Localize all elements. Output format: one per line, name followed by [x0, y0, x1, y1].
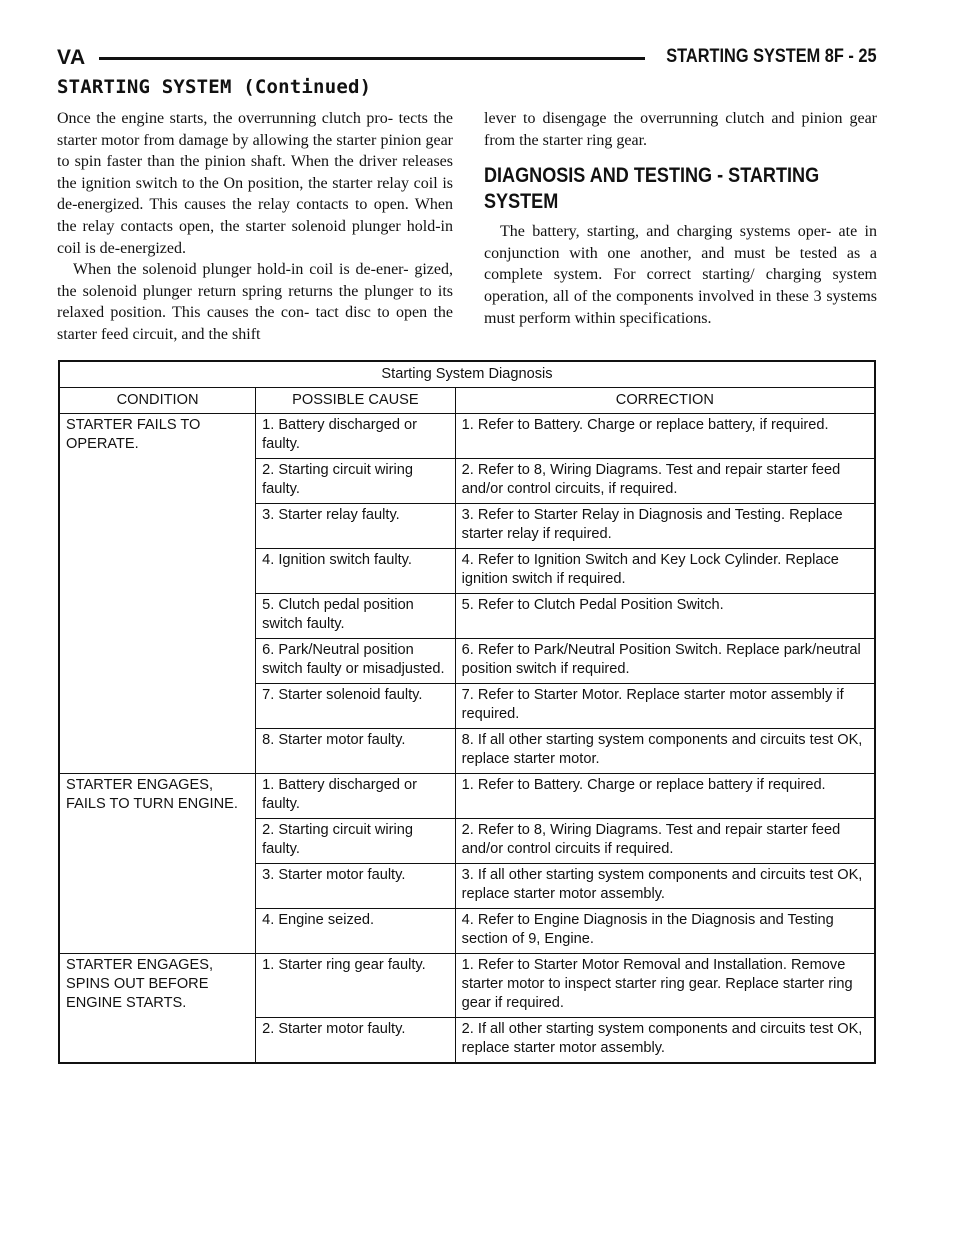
- table-row: [59, 414, 875, 459]
- column-header-correction: CORRECTION: [455, 388, 875, 414]
- correction-cell: 3. If all other starting system components and circuits test OK, replace starter motor assembly.: [455, 864, 875, 909]
- cause-cell: 2. Starting circuit wiring faulty.: [256, 819, 456, 864]
- correction-cell: 5. Refer to Clutch Pedal Position Switch.: [455, 594, 875, 639]
- column-header-condition: CONDITION: [59, 388, 256, 414]
- cause-cell: 3. Starter relay faulty.: [256, 504, 456, 549]
- correction-cell: 8. If all other starting system components and circuits test OK, replace starter motor.: [455, 729, 875, 774]
- correction-cell: 2. Refer to 8, Wiring Diagrams. Test and repair starter feed and/or control circuits, if required.: [455, 459, 875, 504]
- header-manual-code: VA: [57, 46, 86, 69]
- cause-cell: 1. Starter ring gear faulty.: [256, 954, 456, 1018]
- header-section-page: STARTING SYSTEM 8F - 25: [666, 46, 877, 67]
- continued-title: STARTING SYSTEM (Continued): [57, 76, 372, 98]
- paragraph-solenoid-plunger: When the solenoid plunger hold-in coil is de-ener- gized, the solenoid plunger return spring returns the plunger to its relaxed position. This causes the con- tact disc to open the starter feed circuit, and the shift: [57, 261, 453, 343]
- condition-cell: STARTER ENGAGES, SPINS OUT BEFORE ENGINE STARTS.: [59, 954, 256, 1064]
- cause-cell: 8. Starter motor faulty.: [256, 729, 456, 774]
- cause-cell: 4. Engine seized.: [256, 909, 456, 954]
- section-heading: DIAGNOSIS AND TESTING - STARTING SYSTEM: [484, 164, 820, 214]
- table-row: [59, 954, 875, 1018]
- condition-cell: STARTER FAILS TO OPERATE.: [59, 414, 256, 774]
- column-header-cause: POSSIBLE CAUSE: [256, 388, 456, 414]
- table-row: [59, 774, 875, 819]
- cause-cell: 2. Starter motor faulty.: [256, 1018, 456, 1064]
- correction-cell: 4. Refer to Engine Diagnosis in the Diagnosis and Testing section of 9, Engine.: [455, 909, 875, 954]
- table-title: Starting System Diagnosis: [59, 361, 875, 388]
- left-column: [57, 108, 453, 346]
- condition-cell: STARTER ENGAGES, FAILS TO TURN ENGINE.: [59, 774, 256, 954]
- correction-cell: 2. If all other starting system components and circuits test OK, replace starter motor assembly.: [455, 1018, 875, 1064]
- cause-cell: 3. Starter motor faulty.: [256, 864, 456, 909]
- cause-cell: 1. Battery discharged or faulty.: [256, 774, 456, 819]
- correction-cell: 1. Refer to Battery. Charge or replace battery, if required.: [455, 414, 875, 459]
- correction-cell: 4. Refer to Ignition Switch and Key Lock Cylinder. Replace ignition switch if required.: [455, 549, 875, 594]
- cause-cell: 2. Starting circuit wiring faulty.: [256, 459, 456, 504]
- correction-cell: 1. Refer to Starter Motor Removal and Installation. Remove starter motor to inspect starter ring gear. Replace starter ring gear if required.: [455, 954, 875, 1018]
- cause-cell: 7. Starter solenoid faulty.: [256, 684, 456, 729]
- cause-cell: 4. Ignition switch faulty.: [256, 549, 456, 594]
- correction-cell: 6. Refer to Park/Neutral Position Switch. Replace park/neutral position switch if required.: [455, 639, 875, 684]
- header-rule: [99, 57, 645, 60]
- correction-cell: 2. Refer to 8, Wiring Diagrams. Test and repair starter feed and/or control circuits if required.: [455, 819, 875, 864]
- cause-cell: 6. Park/Neutral position switch faulty or misadjusted.: [256, 639, 456, 684]
- paragraph-shift-lever: lever to disengage the overrunning clutch and pinion gear from the starter ring gear.: [484, 110, 877, 149]
- correction-cell: 7. Refer to Starter Motor. Replace starter motor assembly if required.: [455, 684, 875, 729]
- page-header: [57, 46, 877, 68]
- diagnosis-table: [58, 360, 876, 1064]
- correction-cell: 1. Refer to Battery. Charge or replace battery if required.: [455, 774, 875, 819]
- correction-cell: 3. Refer to Starter Relay in Diagnosis and Testing. Replace starter relay if required.: [455, 504, 875, 549]
- right-column: [484, 108, 877, 329]
- cause-cell: 1. Battery discharged or faulty.: [256, 414, 456, 459]
- cause-cell: 5. Clutch pedal position switch faulty.: [256, 594, 456, 639]
- paragraph-overrunning-clutch: Once the engine starts, the overrunning clutch pro- tects the starter motor from damage by allowing the starter pinion gear to spin faster than the pinion shaft. When the driver releases the ignition switch to the On position, the starter relay coil is de-energized. This causes the relay contacts to open. When the relay contacts open, the starter solenoid plunger hold-in coil is de-energized.: [57, 110, 453, 257]
- paragraph-diagnosis-intro: The battery, starting, and charging systems oper- ate in conjunction with one another, and must be tested as a complete system. For correct starting/ charging system operation, all of the components involved in these 3 systems must perform within specifications.: [484, 223, 877, 327]
